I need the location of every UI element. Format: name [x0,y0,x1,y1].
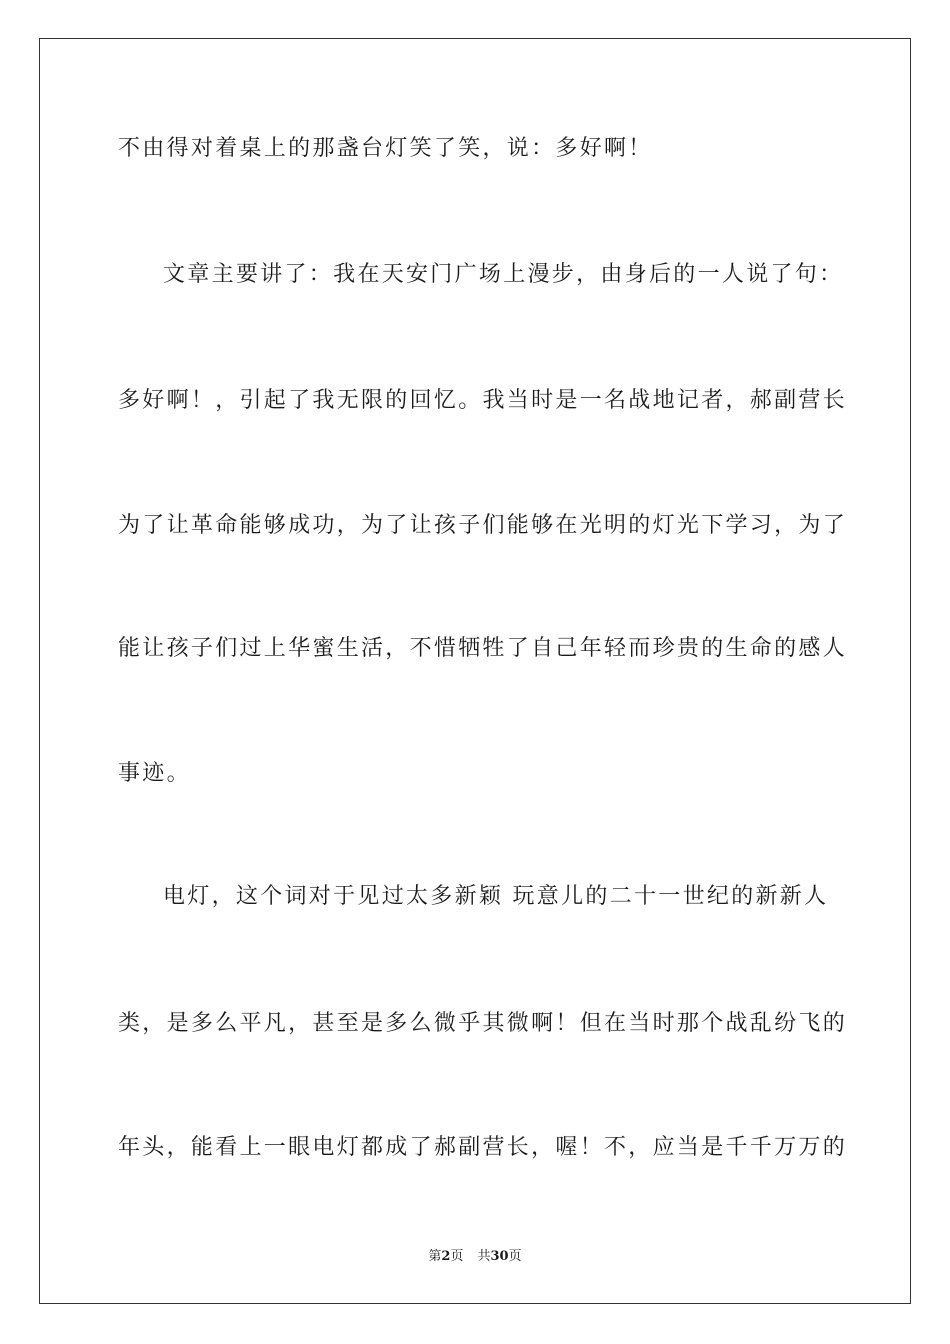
total-pages-number: 30 [490,1249,509,1264]
text-line-9: 年头，能看上一眼电灯都成了郝副营长，喔！不，应当是千千万万的 [118,1135,848,1160]
text-line-5: 能让孩子们过上华蜜生活，不惜牺牲了自己年轻而珍贵的生命的感人 [118,636,848,661]
text-line-4: 为了让革命能够成功，为了让孩子们能够在光明的灯光下学习，为了 [118,513,848,538]
current-page-number: 2 [441,1249,451,1264]
text-line-8: 类，是多么平凡，甚至是多么微乎其微啊！但在当时那个战乱纷飞的 [118,1011,848,1036]
text-line-3: 多好啊！，引起了我无限的回忆。我当时是一名战地记者，郝副营长 [118,388,848,413]
page-border [39,38,911,1304]
text-line-7: 电灯，这个词对于见过太多新颖 玩意儿的二十一世纪的新新人 [163,884,829,909]
text-line-6: 事迹。 [118,761,191,786]
text-line-2: 文章主要讲了：我在天安门广场上漫步，由身后的一人说了句： [163,262,844,287]
footer-page-unit: 页 [450,1249,464,1264]
footer-total-prefix: 共 [477,1249,491,1264]
footer-prefix: 第 [428,1249,442,1264]
text-line-1: 不由得对着桌上的那盏台灯笑了笑，说：多好啊！ [118,136,653,161]
page-footer [0,1248,950,1266]
footer-total-unit: 页 [508,1249,522,1264]
